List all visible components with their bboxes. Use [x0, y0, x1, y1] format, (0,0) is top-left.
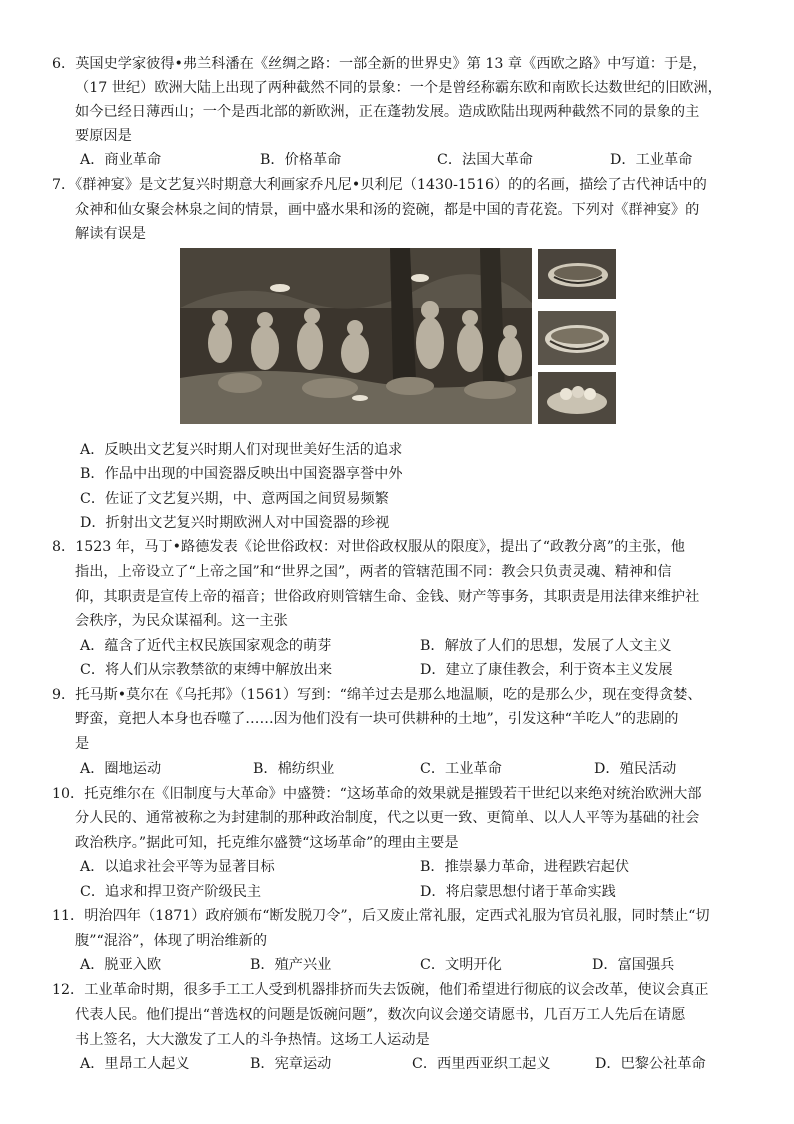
q12-option-c: C．西里西亚织工起义: [412, 1056, 551, 1072]
q11-option-b: B．殖产兴业: [250, 957, 332, 973]
q8-line-1: 8．1523 年，马丁•路德发表《论世俗政权：对世俗政权服从的限度》，提出了“政教分离”的主张，他: [52, 539, 685, 555]
bowl-detail-image: [538, 372, 616, 424]
q9-line-2: 野蛮，竟把人本身也吞噬了……因为他们没有一块可供耕种的土地”，引发这种“羊吃人”的悲剧的: [75, 711, 679, 727]
q9-line-3: 是: [75, 736, 90, 752]
q8-option-d: D．建立了康佳教会，利于资本主义发展: [420, 662, 673, 678]
q7-option-a: A．反映出文艺复兴时期人们对现世美好生活的追求: [80, 442, 403, 458]
q6-option-b: B．价格革命: [260, 152, 342, 168]
q10-option-c: C．追求和捍卫资产阶级民主: [80, 884, 262, 900]
q11-line-2: 腹”“混浴”，体现了明治维新的: [75, 933, 268, 949]
q6-option-a: A．商业革命: [80, 152, 162, 168]
q10-option-a: A．以追求社会平等为显著目标: [80, 859, 275, 875]
q7-option-b: B．作品中出现的中国瓷器反映出中国瓷器享誉中外: [80, 466, 403, 482]
q8-line-3: 仰，其职责是宣传上帝的福音；世俗政府则管辖生命、金钱、财产等事务，其职责是用法律来维护社: [75, 589, 700, 605]
q10-option-b: B．推崇暴力革命，进程跌宕起伏: [420, 859, 630, 875]
porcelain-bowl-detail-3: [538, 372, 616, 424]
q6-line-1: 6．英国史学家彼得•弗兰科潘在《丝绸之路：一部全新的世界史》第 13 章《西欧之路》中写道：于是，: [52, 56, 707, 72]
painting-illustration: [180, 248, 532, 424]
q6-line-3: 如今已经日薄西山；一个是西北部的新欧洲，正在蓬勃发展。造成欧陆出现两种截然不同的景象的主: [75, 104, 700, 120]
q7-option-d: D．折射出文艺复兴时期欧洲人对中国瓷器的珍视: [80, 515, 390, 531]
bowl-detail-image: [538, 249, 616, 299]
bowl-detail-image: [538, 311, 616, 365]
porcelain-bowl-detail-2: [538, 311, 616, 365]
q9-option-c: C．工业革命: [420, 761, 502, 777]
q9-option-d: D．殖民活动: [594, 761, 677, 777]
q9-line-1: 9．托马斯•莫尔在《乌托邦》（1561）写到：“绵羊过去是那么地温顺，吃的是那么少，现在变得贪婪、: [52, 687, 702, 703]
porcelain-bowl-detail-1: [538, 249, 616, 299]
q10-line-2: 分人民的、通常被称之为封建制的那种政治制度，代之以更一致、更简单、以人人平等为基础的社会: [75, 810, 700, 826]
q8-line-2: 指出，上帝设立了“上帝之国”和“世界之国”，两者的管辖范围不同：教会只负责灵魂、精神和信: [75, 564, 672, 580]
q10-option-d: D．将启蒙思想付诸于革命实践: [420, 884, 616, 900]
q6-line-4: 要原因是: [75, 128, 132, 144]
q9-option-a: A．圈地运动: [80, 761, 162, 777]
q7-option-c: C．佐证了文艺复兴期，中、意两国之间贸易频繁: [80, 491, 389, 507]
q9-option-b: B．棉纺织业: [253, 761, 335, 777]
q8-option-a: A．蕴含了近代主权民族国家观念的萌芽: [80, 638, 332, 654]
q7-line-2: 众神和仙女聚会林泉之间的情景，画中盛水果和汤的瓷碗，都是中国的青花瓷。下列对《群神宴》的: [75, 202, 700, 218]
q11-line-1: 11．明治四年（1871）政府颁布“断发脱刀令”，后又废止常礼服，定西式礼服为官员礼服，同时禁止“切: [52, 908, 710, 924]
q12-line-3: 书上签名，大大激发了工人的斗争热情。这场工人运动是: [75, 1032, 430, 1048]
q7-line-1: 7．《群神宴》是文艺复兴时期意大利画家乔凡尼•贝利尼（1430-1516）的的名画，描绘了古代神话中的: [52, 177, 707, 193]
q10-line-1: 10．托克维尔在《旧制度与大革命》中盛赞：“这场革命的效果就是摧毁若干世纪以来绝对统治欧洲大部: [52, 786, 702, 802]
feast-of-the-gods-painting: [180, 248, 532, 424]
q10-line-3: 政治秩序。”据此可知，托克维尔盛赞“这场革命”的理由主要是: [75, 835, 459, 851]
q8-option-c: C．将人们从宗教禁欲的束缚中解放出来: [80, 662, 333, 678]
q12-option-b: B．宪章运动: [250, 1056, 332, 1072]
q11-option-c: C．文明开化: [420, 957, 502, 973]
q11-option-d: D．富国强兵: [592, 957, 675, 973]
q12-line-2: 代表人民。他们提出“普选权的问题是饭碗问题”，数次向议会递交请愿书，几百万工人先后在请愿: [75, 1007, 686, 1023]
q6-option-c: C．法国大革命: [437, 152, 533, 168]
q12-option-a: A．里昂工人起义: [80, 1056, 190, 1072]
q11-option-a: A．脱亚入欧: [80, 957, 162, 973]
q6-line-2: （17 世纪）欧洲大陆上出现了两种截然不同的景象：一个是曾经称霸东欧和南欧长达数世纪的旧欧洲，: [75, 80, 722, 96]
q8-option-b: B．解放了人们的思想，发展了人文主义: [420, 638, 672, 654]
q8-line-4: 会秩序，为民众谋福利。这一主张: [75, 613, 288, 629]
q12-option-d: D．巴黎公社革命: [595, 1056, 706, 1072]
q7-line-3: 解读有误是: [75, 226, 146, 242]
q6-option-d: D．工业革命: [610, 152, 693, 168]
q12-line-1: 12．工业革命时期，很多手工工人受到机器排挤而失去饭碗，他们希望进行彻底的议会改革，使议会真正: [52, 982, 709, 998]
